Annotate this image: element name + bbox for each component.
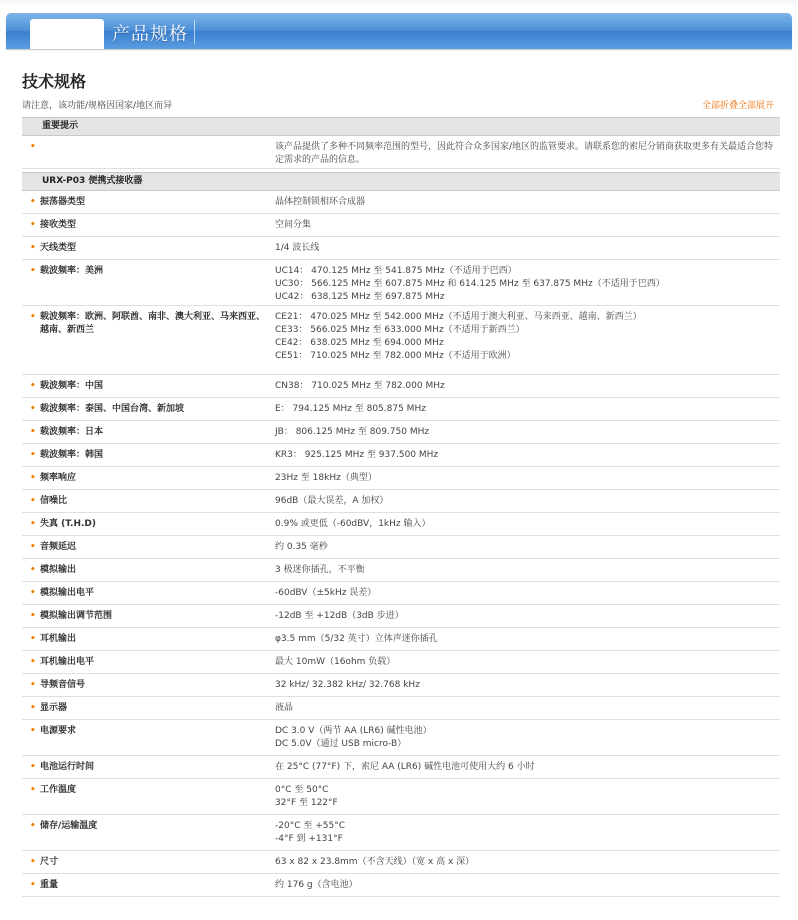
spec-label: 模拟输出调节范围 bbox=[40, 611, 113, 621]
spec-label-cell bbox=[22, 472, 270, 489]
spec-row bbox=[22, 260, 780, 306]
spec-label: 载波频率：美洲 bbox=[40, 266, 104, 276]
spec-row bbox=[22, 674, 780, 697]
spec-label-cell bbox=[22, 784, 270, 814]
spec-value: CE42： 638.025 MHz 至 694.000 MHz bbox=[275, 338, 444, 348]
spec-label-cell bbox=[22, 879, 270, 896]
spec-label: 载波频率：日本 bbox=[40, 427, 104, 437]
spec-row bbox=[22, 779, 780, 815]
spec-value: UC30： 566.125 MHz 至 607.875 MHz 和 614.125 MHz 至 637.875 MHz（不适用于巴西） bbox=[275, 279, 665, 289]
notice-bullet-cell bbox=[22, 141, 270, 168]
spec-label-cell bbox=[22, 564, 270, 581]
spec-row bbox=[22, 306, 780, 375]
spec-label-cell bbox=[22, 541, 270, 558]
bullet-icon: • bbox=[30, 473, 36, 483]
bullet-icon: • bbox=[30, 821, 36, 831]
spec-row bbox=[22, 467, 780, 490]
spec-row bbox=[22, 490, 780, 513]
spec-label-cell bbox=[22, 403, 270, 420]
bullet-icon: • bbox=[30, 496, 36, 506]
spec-value: 约 176 g（含电池） bbox=[275, 880, 358, 890]
spec-value: 空间分集 bbox=[275, 220, 312, 230]
spec-label: 频率响应 bbox=[40, 473, 77, 483]
bullet-icon: • bbox=[30, 542, 36, 552]
spec-value: φ3.5 mm（5/32 英寸）立体声迷你插孔 bbox=[275, 634, 438, 644]
spec-value-cell bbox=[270, 380, 780, 397]
region-note: 请注意，该功能/规格因国家/地区而异 bbox=[22, 101, 173, 111]
spec-value: -4°F 到 +131°F bbox=[275, 834, 343, 844]
bullet-icon: • bbox=[30, 266, 36, 276]
banner-title: 产品规格 bbox=[112, 24, 188, 45]
spec-value-cell bbox=[270, 426, 780, 443]
spec-value: DC 3.0 V（两节 AA (LR6) 碱性电池） bbox=[275, 726, 432, 736]
spec-value: 23Hz 至 18kHz（典型） bbox=[275, 473, 377, 483]
spec-label-cell bbox=[22, 426, 270, 443]
spec-row bbox=[22, 559, 780, 582]
spec-label: 载波频率：泰国、中国台湾、新加坡 bbox=[40, 404, 185, 414]
notice-text-line: 该产品提供了多种不同频率范围的型号，因此符合众多国家/地区的监管要求。请联系您的索尼分销商获取更多有关最适合您特定需求的产品的信息。 bbox=[275, 142, 774, 165]
bullet-icon: • bbox=[30, 726, 36, 736]
spec-label: 电池运行时间 bbox=[40, 762, 95, 772]
spec-label: 失真 (T.H.D) bbox=[40, 519, 96, 529]
spec-label: 重量 bbox=[40, 880, 59, 890]
spec-row bbox=[22, 237, 780, 260]
spec-label: 显示器 bbox=[40, 703, 68, 713]
spec-label: 尺寸 bbox=[40, 857, 59, 867]
banner-tab bbox=[30, 19, 104, 49]
spec-label-cell bbox=[22, 820, 270, 850]
spec-label-cell bbox=[22, 311, 270, 374]
spec-value-cell bbox=[270, 196, 780, 213]
spec-row bbox=[22, 605, 780, 628]
spec-label: 音频延迟 bbox=[40, 542, 77, 552]
spec-row bbox=[22, 582, 780, 605]
spec-row bbox=[22, 697, 780, 720]
spec-value-cell bbox=[270, 879, 780, 896]
spec-label: 模拟输出电平 bbox=[40, 588, 95, 598]
bullet-icon: • bbox=[30, 565, 36, 575]
spec-value: CE51： 710.025 MHz 至 782.000 MHz（不适用于欧洲） bbox=[275, 351, 516, 361]
bullet-icon: • bbox=[30, 220, 36, 230]
spec-row bbox=[22, 398, 780, 421]
spec-row bbox=[22, 191, 780, 214]
spec-label: 载波频率：韩国 bbox=[40, 450, 104, 460]
spec-value-cell bbox=[270, 541, 780, 558]
spec-value-cell bbox=[270, 725, 780, 755]
spec-value: UC14： 470.125 MHz 至 541.875 MHz（不适用于巴西） bbox=[275, 266, 517, 276]
bullet-icon: • bbox=[30, 450, 36, 460]
spec-value-cell bbox=[270, 633, 780, 650]
spec-label-cell bbox=[22, 656, 270, 673]
spec-value: 液晶 bbox=[275, 703, 294, 713]
spec-value: 3 极迷你插孔，不平衡 bbox=[275, 565, 365, 575]
spec-row bbox=[22, 536, 780, 559]
spec-row bbox=[22, 421, 780, 444]
spec-label-cell bbox=[22, 242, 270, 259]
collapse-expand-all-link[interactable]: 全部折叠全部展开 bbox=[701, 101, 774, 111]
spec-value-cell bbox=[270, 679, 780, 696]
spec-label: 载波频率：中国 bbox=[40, 381, 104, 391]
spec-label-cell bbox=[22, 725, 270, 755]
spec-value-cell bbox=[270, 242, 780, 259]
bullet-icon: • bbox=[30, 857, 36, 867]
spec-value-cell bbox=[270, 472, 780, 489]
spec-value-cell bbox=[270, 564, 780, 581]
bullet-icon: • bbox=[30, 657, 36, 667]
spec-label-cell bbox=[22, 265, 270, 305]
spec-label: 模拟输出 bbox=[40, 565, 77, 575]
spec-value-cell bbox=[270, 856, 780, 873]
spec-value: -60dBV（±5kHz 误差） bbox=[275, 588, 377, 598]
spec-table bbox=[22, 191, 780, 897]
spec-value: 32 kHz/ 32.382 kHz/ 32.768 kHz bbox=[275, 680, 420, 690]
bullet-icon: • bbox=[30, 611, 36, 621]
spec-value-cell bbox=[270, 311, 780, 374]
bullet-icon: • bbox=[30, 762, 36, 772]
spec-value: 1/4 波长线 bbox=[275, 243, 320, 253]
spec-value-cell bbox=[270, 403, 780, 420]
bullet-icon: • bbox=[30, 680, 36, 690]
spec-label: 接收类型 bbox=[40, 220, 77, 230]
spec-label: 天线类型 bbox=[40, 243, 77, 253]
spec-row bbox=[22, 214, 780, 237]
spec-value-cell bbox=[270, 784, 780, 814]
spec-row bbox=[22, 851, 780, 874]
spec-label: 电源要求 bbox=[40, 726, 77, 736]
notice-section-header[interactable]: 重要提示 bbox=[22, 117, 780, 136]
spec-value-cell bbox=[270, 702, 780, 719]
bullet-icon: • bbox=[30, 427, 36, 437]
spec-label: 导频音信号 bbox=[40, 680, 86, 690]
spec-value: 0.9% 或更低（-60dBV，1kHz 输入） bbox=[275, 519, 431, 529]
spec-value: KR3： 925.125 MHz 至 937.500 MHz bbox=[275, 450, 439, 460]
spec-label-cell bbox=[22, 449, 270, 466]
spec-row bbox=[22, 628, 780, 651]
bullet-icon: • bbox=[30, 197, 36, 207]
spec-value: 约 0.35 毫秒 bbox=[275, 542, 328, 552]
spec-label-cell bbox=[22, 219, 270, 236]
spec-value: CE21： 470.025 MHz 至 542.000 MHz（不适用于澳大利亚、马来西亚、越南、新西兰） bbox=[275, 312, 642, 322]
bullet-icon: • bbox=[30, 519, 36, 529]
spec-row bbox=[22, 756, 780, 779]
spec-label: 工作温度 bbox=[40, 785, 77, 795]
spec-value: 96dB（最大误差，A 加权） bbox=[275, 496, 389, 506]
spec-value: DC 5.0V（通过 USB micro-B） bbox=[275, 739, 407, 749]
spec-label-cell bbox=[22, 587, 270, 604]
spec-label: 振荡器类型 bbox=[40, 197, 86, 207]
spec-value: UC42： 638.125 MHz 至 697.875 MHz bbox=[275, 292, 445, 302]
spec-value-cell bbox=[270, 610, 780, 627]
spec-row bbox=[22, 651, 780, 674]
spec-label-cell bbox=[22, 679, 270, 696]
spec-value: 0°C 至 50°C bbox=[275, 785, 329, 795]
spec-label: 储存/运输温度 bbox=[40, 821, 98, 831]
bullet-icon: • bbox=[30, 703, 36, 713]
spec-label: 载波频率：欧洲、阿联酋、南非、澳大利亚、马来西亚、越南、新西兰 bbox=[40, 312, 266, 335]
spec-value-cell bbox=[270, 265, 780, 305]
bullet-icon: • bbox=[30, 634, 36, 644]
spec-label-cell bbox=[22, 633, 270, 650]
spec-row bbox=[22, 444, 780, 467]
bullet-icon: • bbox=[30, 312, 36, 322]
bullet-icon: • bbox=[30, 880, 36, 890]
spec-label-cell bbox=[22, 495, 270, 512]
spec-value: JB： 806.125 MHz 至 809.750 MHz bbox=[275, 427, 430, 437]
spec-value: 晶体控制锁相环合成器 bbox=[275, 197, 366, 207]
page-title: 技术规格 bbox=[22, 72, 87, 91]
spec-value: -20°C 至 +55°C bbox=[275, 821, 345, 831]
spec-value: E： 794.125 MHz 至 805.875 MHz bbox=[275, 404, 426, 414]
product-spec-banner bbox=[6, 13, 792, 49]
spec-panel bbox=[22, 117, 780, 897]
bullet-icon: • bbox=[30, 142, 36, 152]
spec-row bbox=[22, 720, 780, 756]
spec-label-cell bbox=[22, 702, 270, 719]
spec-value-cell bbox=[270, 449, 780, 466]
spec-value: 最大 10mW（16ohm 负载） bbox=[275, 657, 396, 667]
spec-label: 信噪比 bbox=[40, 496, 68, 506]
banner-divider bbox=[194, 20, 195, 44]
spec-label-cell bbox=[22, 196, 270, 213]
bullet-icon: • bbox=[30, 785, 36, 795]
spec-value: CE33： 566.025 MHz 至 633.000 MHz（不适用于新西兰） bbox=[275, 325, 525, 335]
spec-label: 耳机输出电平 bbox=[40, 657, 95, 667]
spec-value: -12dB 至 +12dB（3dB 步进） bbox=[275, 611, 404, 621]
spec-value-cell bbox=[270, 518, 780, 535]
spec-label: 耳机输出 bbox=[40, 634, 77, 644]
spec-value: 63 x 82 x 23.8mm（不含天线）（宽 x 高 x 深） bbox=[275, 857, 475, 867]
spec-row bbox=[22, 815, 780, 851]
spec-value-cell bbox=[270, 656, 780, 673]
top-strip bbox=[0, 0, 798, 8]
spec-label-cell bbox=[22, 380, 270, 397]
spec-row bbox=[22, 375, 780, 398]
spec-value: 在 25°C (77°F) 下，索尼 AA (LR6) 碱性电池可使用大约 6 小时 bbox=[275, 762, 535, 772]
notice-row bbox=[22, 136, 780, 169]
spec-value: CN38： 710.025 MHz 至 782.000 MHz bbox=[275, 381, 445, 391]
spec-row bbox=[22, 513, 780, 536]
spec-label-cell bbox=[22, 761, 270, 778]
bullet-icon: • bbox=[30, 588, 36, 598]
spec-section-header[interactable]: URX-P03 便携式接收器 bbox=[22, 172, 780, 191]
notice-text bbox=[270, 141, 780, 168]
spec-value: 32°F 至 122°F bbox=[275, 798, 338, 808]
bullet-icon: • bbox=[30, 404, 36, 414]
spec-value-cell bbox=[270, 820, 780, 850]
spec-value-cell bbox=[270, 761, 780, 778]
spec-value-cell bbox=[270, 219, 780, 236]
spec-label-cell bbox=[22, 610, 270, 627]
bullet-icon: • bbox=[30, 381, 36, 391]
spec-row bbox=[22, 874, 780, 897]
spec-value-cell bbox=[270, 587, 780, 604]
spec-value-cell bbox=[270, 495, 780, 512]
spec-label-cell bbox=[22, 856, 270, 873]
bullet-icon: • bbox=[30, 243, 36, 253]
spec-label-cell bbox=[22, 518, 270, 535]
